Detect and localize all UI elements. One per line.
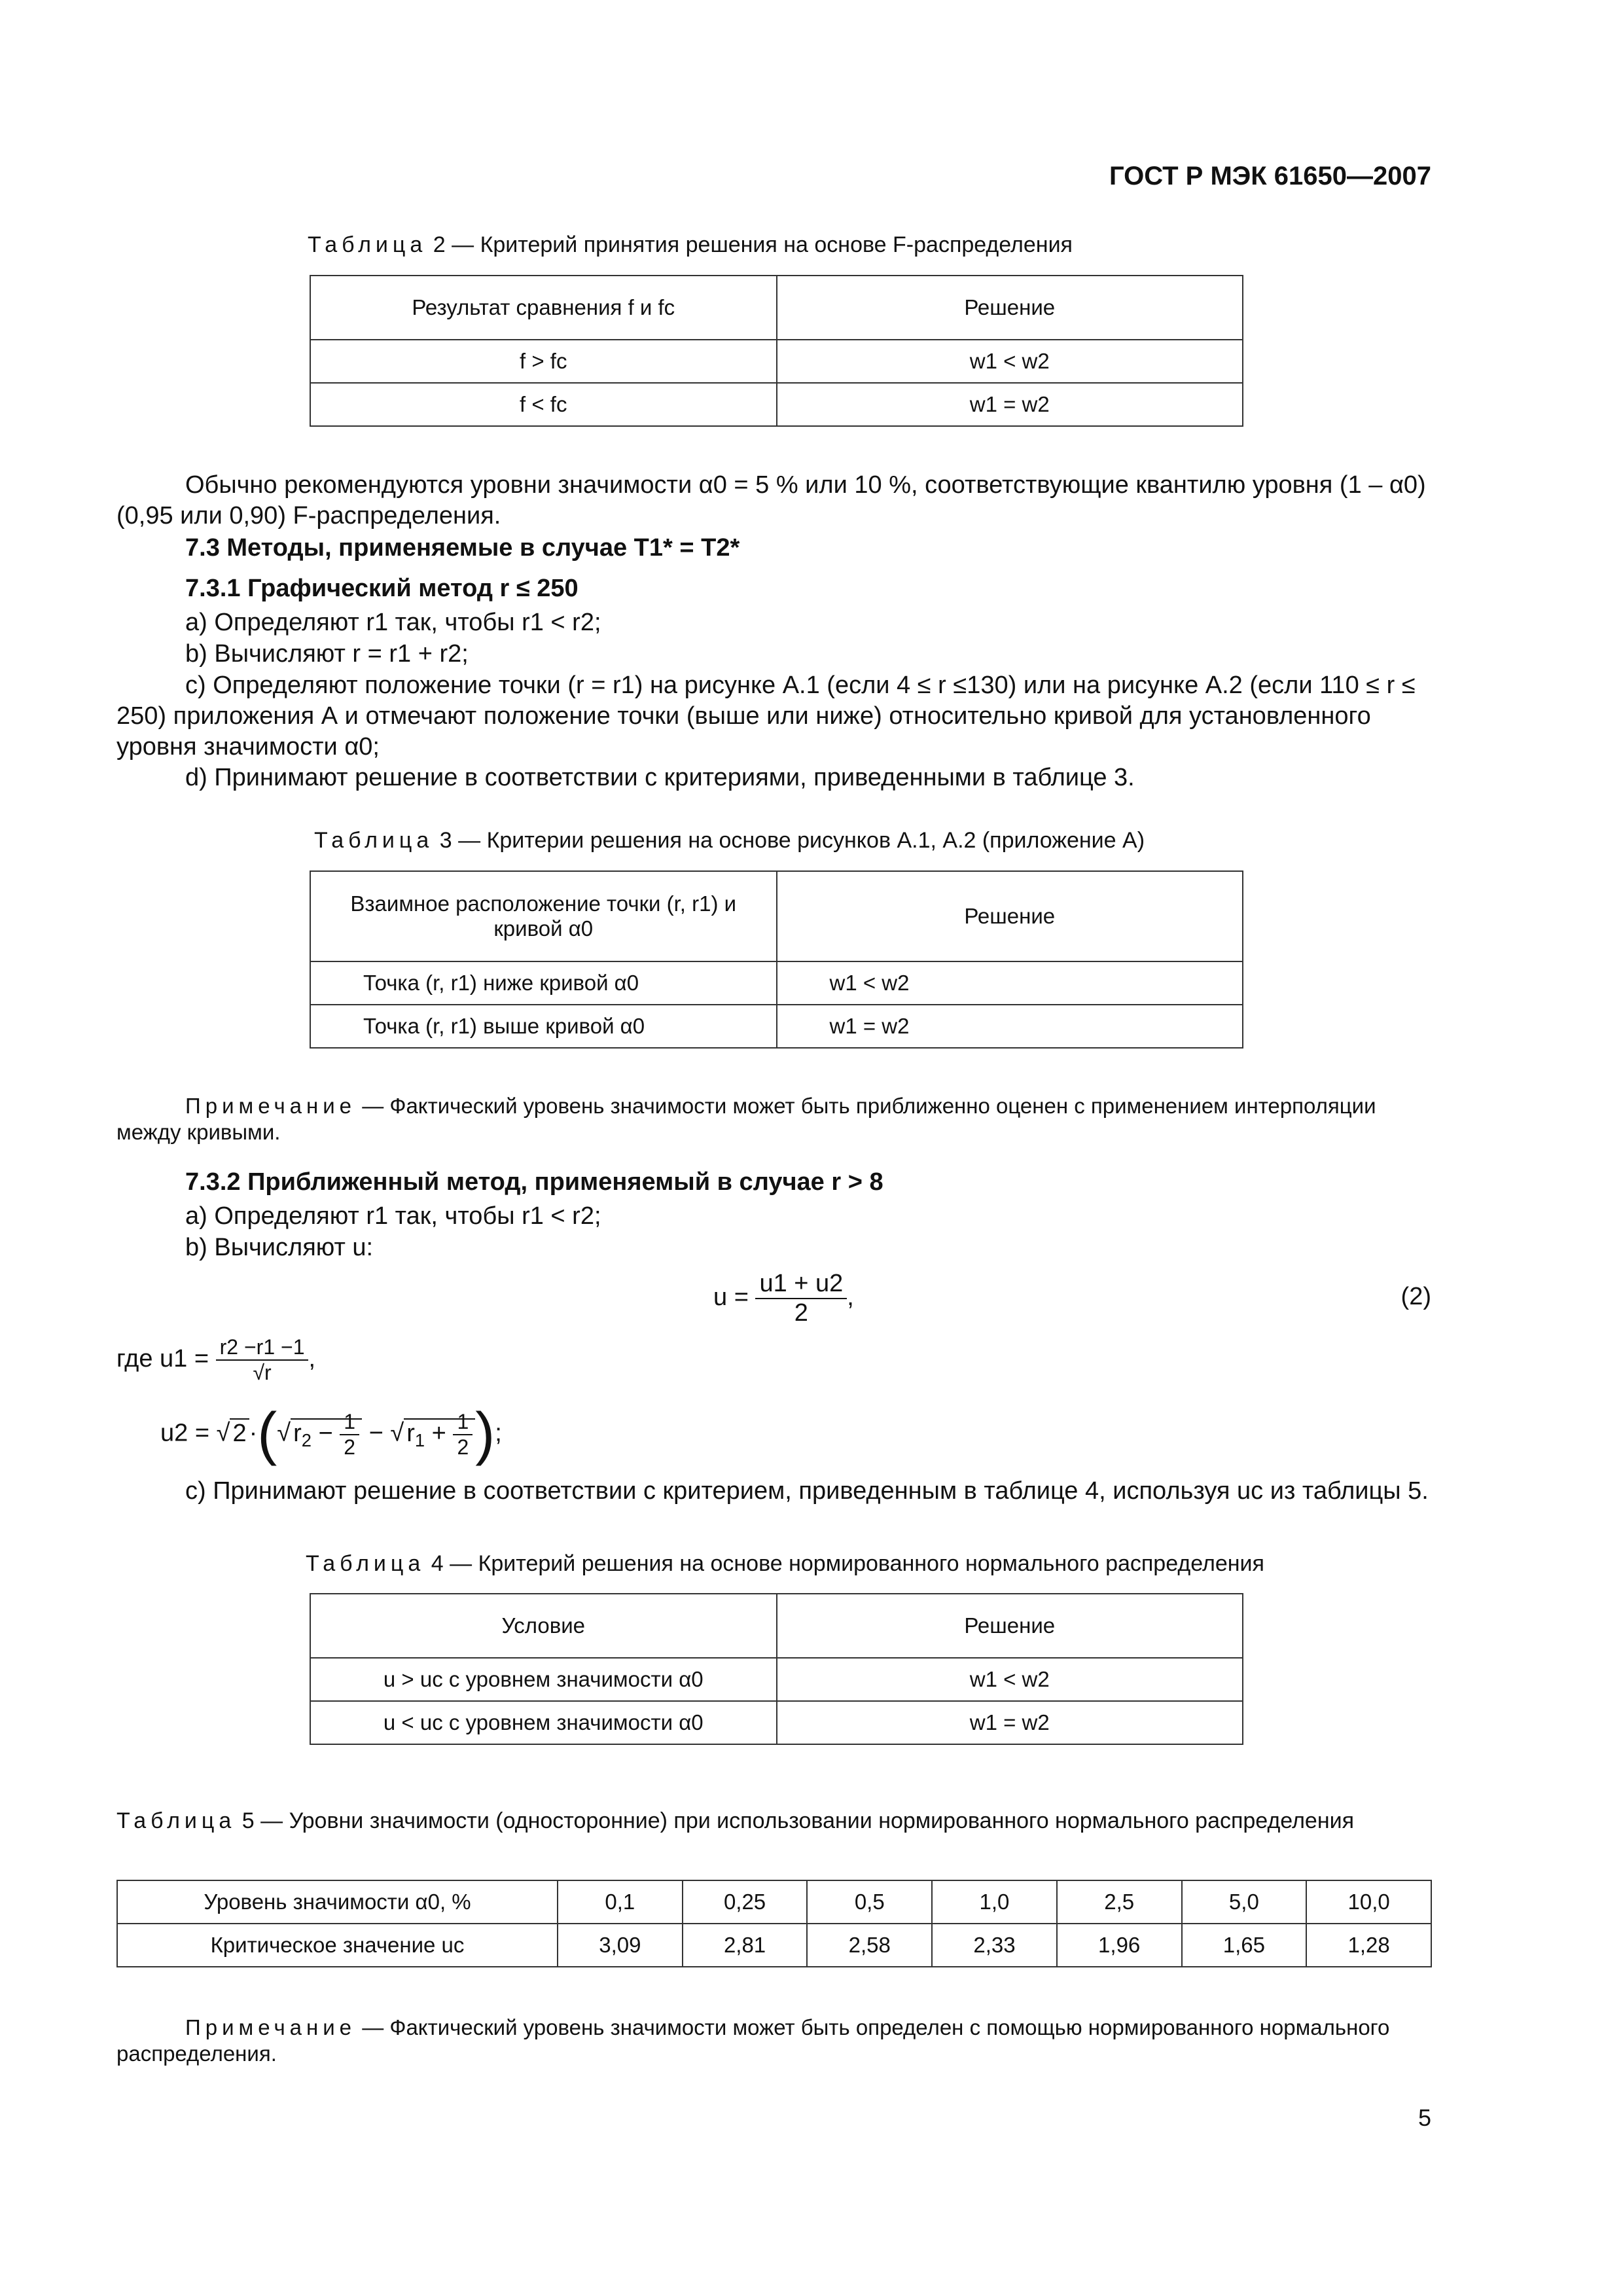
table5-cell: 2,81 bbox=[683, 1924, 808, 1967]
table2-row2-cond: f < fc bbox=[310, 383, 777, 426]
formula-u bbox=[713, 1270, 854, 1327]
paragraph-significance: Обычно рекомендуются уровни значимости α0 = 5 % или 10 %, соответствующие квантилю уровня (1 – α0) (0,95 или 0,90) F-распределения. bbox=[116, 471, 1426, 529]
list1-item-c: c) Определяют положение точки (r = r1) на рисунке А.1 (если 4 ≤ r ≤130) или на рисунке А.2 (если 110 ≤ r ≤ 250) приложения А и отмечают положение точки (выше или ниже) относительно кривой для установленного уровня значимости α0; bbox=[116, 672, 1416, 761]
table4-caption-text: 4 — Критерий решения на основе нормированного нормального распределения bbox=[431, 1551, 1264, 1576]
formula-u-denominator: 2 bbox=[794, 1299, 808, 1327]
table2-row2-dec: w1 = w2 bbox=[777, 383, 1243, 426]
formula-number: (2) bbox=[1400, 1283, 1431, 1310]
table2-head-right: Решение bbox=[777, 276, 1243, 340]
table5-cell: 2,5 bbox=[1057, 1880, 1182, 1924]
table5-cell: 0,5 bbox=[807, 1880, 932, 1924]
list1-item-a: a) Определяют r1 так, чтобы r1 < r2; bbox=[185, 609, 601, 636]
table2-caption-label: Таблица bbox=[308, 232, 427, 257]
formula-u2: u2 = √ 2 ·(√ $r_2$ − $\frac{1}{2}$ − √ $r_1$ + $\frac{1}{2}$ ); bbox=[160, 1401, 502, 1467]
table4-row2-cond: u < uc с уровнем значимости α0 bbox=[310, 1701, 777, 1744]
table4-caption-label: Таблица bbox=[306, 1551, 425, 1576]
section-7-3-heading: 7.3 Методы, применяемые в случае T1* = T2* bbox=[185, 534, 740, 562]
table4-head-right: Решение bbox=[777, 1594, 1243, 1658]
table5-cell: 1,28 bbox=[1306, 1924, 1431, 1967]
section-7-3-2-heading: 7.3.2 Приближенный метод, применяемый в случае r > 8 bbox=[185, 1168, 883, 1196]
table3-caption-text: 3 — Критерии решения на основе рисунков А.1, А.2 (приложение А) bbox=[439, 828, 1145, 853]
formula-u-lhs: u = bbox=[713, 1283, 749, 1312]
table5-cell: 1,96 bbox=[1057, 1924, 1182, 1967]
table4-row1-dec: w1 < w2 bbox=[777, 1658, 1243, 1701]
formula-u-fraction bbox=[755, 1270, 847, 1327]
list1-item-d: d) Принимают решение в соответствии с критериями, приведенными в таблице 3. bbox=[185, 764, 1135, 791]
note2 bbox=[116, 2015, 1432, 2067]
formula-where: где bbox=[116, 1345, 153, 1373]
formula-u1-lhs: u1 = bbox=[160, 1345, 209, 1373]
table5-cell: 10,0 bbox=[1306, 1880, 1431, 1924]
table3-head-right: Решение bbox=[777, 871, 1243, 961]
formula-u1: где u1 = $\frac{r2 -r1 -1}{√r}$ , bbox=[116, 1335, 316, 1384]
table2-row1-dec: w1 < w2 bbox=[777, 340, 1243, 383]
table3-caption bbox=[314, 828, 1145, 853]
table5-row2-label: Критическое значение uc bbox=[117, 1924, 558, 1967]
formula-u1-numerator: r2 −r1 −1 bbox=[216, 1335, 309, 1361]
table2-head-left: Результат сравнения f и fc bbox=[310, 276, 777, 340]
table3-row1-dec: w1 < w2 bbox=[777, 961, 1243, 1005]
table4-row2-dec: w1 = w2 bbox=[777, 1701, 1243, 1744]
table4 bbox=[310, 1593, 1243, 1745]
list1-item-b: b) Вычисляют r = r1 + r2; bbox=[185, 640, 469, 668]
table5-caption bbox=[116, 1808, 1432, 1834]
note1-label: Примечание bbox=[185, 1094, 357, 1118]
table4-caption bbox=[306, 1551, 1264, 1577]
table3-row2-cond: Точка (r, r1) выше кривой α0 bbox=[310, 1005, 777, 1048]
formula-u1-fraction bbox=[216, 1335, 309, 1385]
table3-head-left: Взаимное расположение точки (r, r1) и кривой α0 bbox=[310, 871, 777, 961]
formula-u-numerator: u1 + u2 bbox=[755, 1270, 847, 1299]
formula-u2-lhs: u2 = bbox=[160, 1419, 210, 1447]
table2-row1-cond: f > fc bbox=[310, 340, 777, 383]
table3-row1-cond: Точка (r, r1) ниже кривой α0 bbox=[310, 961, 777, 1005]
table5-cell: 3,09 bbox=[558, 1924, 683, 1967]
table2 bbox=[310, 275, 1243, 427]
note1 bbox=[116, 1093, 1432, 1145]
table5-cell: 0,1 bbox=[558, 1880, 683, 1924]
table5-row1-label: Уровень значимости α0, % bbox=[117, 1880, 558, 1924]
list2-item-b: b) Вычисляют u: bbox=[185, 1234, 374, 1261]
note2-label: Примечание bbox=[185, 2015, 357, 2039]
table5-cell: 5,0 bbox=[1182, 1880, 1307, 1924]
table5-cell: 2,33 bbox=[932, 1924, 1057, 1967]
formula-u-tail: , bbox=[847, 1283, 854, 1312]
formula-u2-half-b: $\frac{1}{2}$ bbox=[453, 1410, 473, 1460]
formula-u2-half-a: $\frac{1}{2}$ bbox=[340, 1410, 359, 1460]
table5-cell: 1,65 bbox=[1182, 1924, 1307, 1967]
table4-row1-cond: u > uc с уровнем значимости α0 bbox=[310, 1658, 777, 1701]
note2-text: — Фактический уровень значимости может быть определен с помощью нормированного нормального распределения. bbox=[116, 2015, 1390, 2066]
list2-item-a: a) Определяют r1 так, чтобы r1 < r2; bbox=[185, 1202, 601, 1230]
table5-caption-label: Таблица bbox=[116, 1808, 236, 1833]
document-header: ГОСТ Р МЭК 61650—2007 bbox=[1109, 162, 1431, 190]
table5-cell: 0,25 bbox=[683, 1880, 808, 1924]
table5-row-level bbox=[117, 1880, 1431, 1924]
table3-row2-dec: w1 = w2 bbox=[777, 1005, 1243, 1048]
table2-caption bbox=[308, 232, 1073, 258]
table5-cell: 2,58 bbox=[807, 1924, 932, 1967]
table4-head-left: Условие bbox=[310, 1594, 777, 1658]
table3-caption-label: Таблица bbox=[314, 828, 434, 853]
formula-u1-denominator: √r bbox=[253, 1361, 272, 1384]
table5-cell: 1,0 bbox=[932, 1880, 1057, 1924]
table5-row-critical bbox=[117, 1924, 1431, 1967]
table5 bbox=[116, 1880, 1432, 1967]
section-7-3-1-heading: 7.3.1 Графический метод r ≤ 250 bbox=[185, 575, 579, 602]
table3 bbox=[310, 870, 1243, 1049]
page-number: 5 bbox=[1418, 2104, 1431, 2131]
list2-item-c: c) Принимают решение в соответствии с критерием, приведенным в таблице 4, используя uc из таблицы 5. bbox=[185, 1477, 1429, 1505]
table2-caption-text: 2 — Критерий принятия решения на основе F-распределения bbox=[433, 232, 1073, 257]
table5-caption-text: 5 — Уровни значимости (односторонние) при использовании нормированного нормального распределения bbox=[241, 1808, 1355, 1833]
note1-text: — Фактический уровень значимости может быть приближенно оценен с применением интерполяции между кривыми. bbox=[116, 1094, 1376, 1144]
